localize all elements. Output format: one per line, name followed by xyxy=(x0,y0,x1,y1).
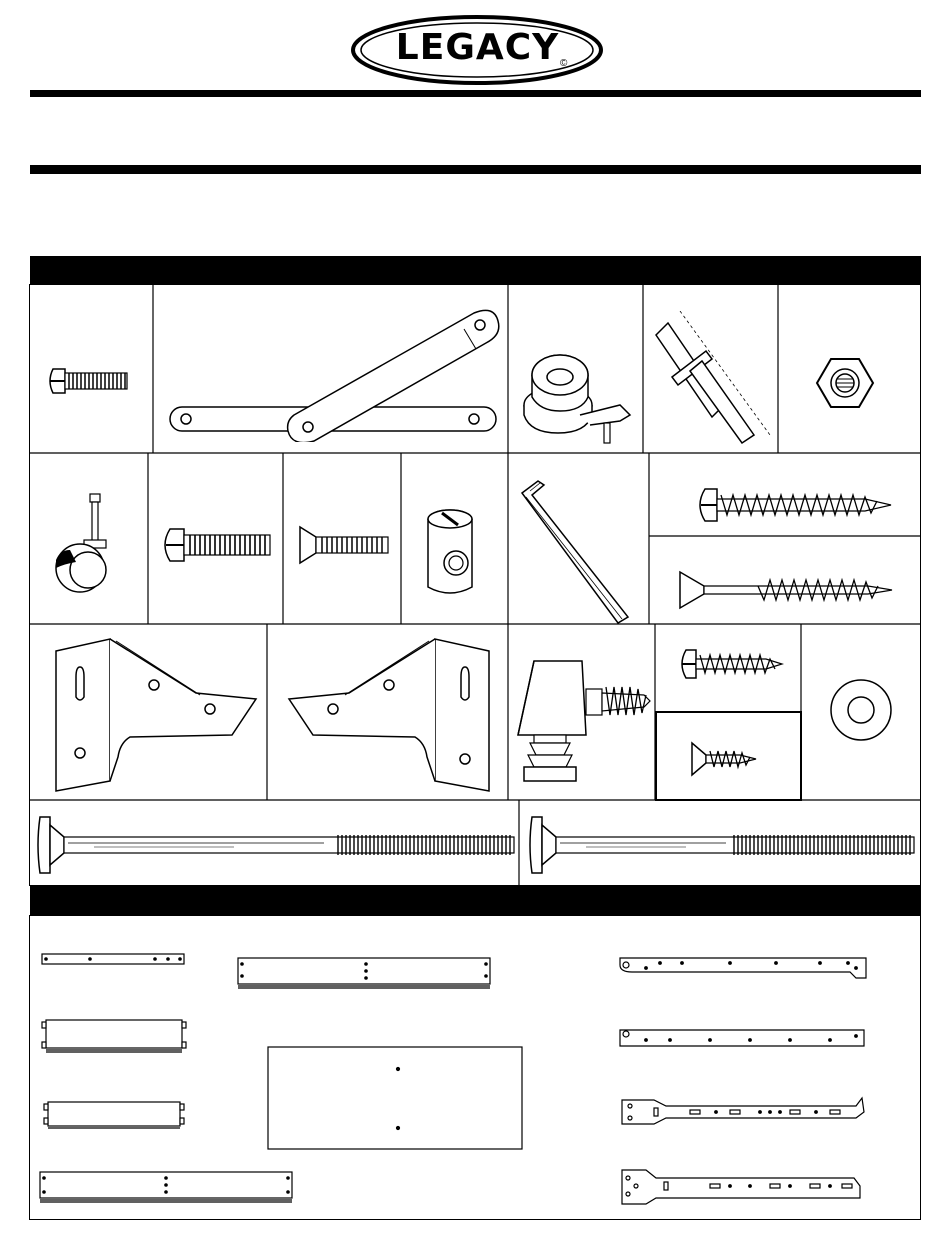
parts-section-header xyxy=(30,886,921,916)
rail-narrow-icon xyxy=(42,954,184,964)
logo-text: LEGACY xyxy=(395,27,560,68)
connector-bolt-long-2-icon xyxy=(526,813,918,877)
copyright-mark: © xyxy=(560,58,568,69)
drawer-slide-2-icon xyxy=(620,1030,864,1046)
wood-screw-flat-head-short-icon xyxy=(690,741,760,777)
parts-drawing xyxy=(30,916,920,1219)
panel-wide-top-icon xyxy=(238,958,490,988)
wood-screw-pan-head-long-icon xyxy=(695,485,895,525)
machine-screw-short-icon xyxy=(45,365,135,397)
flat-washer-icon xyxy=(828,677,894,743)
header-rule-bottom xyxy=(30,165,921,174)
drawer-slide-4-icon xyxy=(622,1170,860,1204)
parts-panel xyxy=(29,915,921,1220)
panel-long-bottom-icon xyxy=(40,1172,292,1202)
hex-lock-nut-icon xyxy=(815,355,875,411)
folding-lid-support-hinge-icon xyxy=(164,307,504,442)
hardware-grid xyxy=(29,284,921,886)
corner-bracket-right-icon xyxy=(285,637,495,792)
panel-short-a-icon xyxy=(42,1020,186,1052)
drawer-slide-1-icon xyxy=(620,958,866,978)
hardware-section-header xyxy=(30,256,921,285)
barrel-nut-icon xyxy=(422,507,482,599)
wooden-dowel-icon xyxy=(650,311,775,451)
wood-screw-flat-head-long-icon xyxy=(678,570,898,610)
machine-screw-medium-icon xyxy=(160,525,275,565)
flat-head-machine-screw-icon xyxy=(298,525,393,565)
drawer-slide-3-icon xyxy=(622,1098,864,1124)
panel-short-b-icon xyxy=(44,1102,184,1128)
allen-wrench-icon xyxy=(518,477,643,625)
panel-large-icon xyxy=(268,1047,522,1149)
corner-bracket-left-icon xyxy=(50,637,260,792)
swivel-caster-icon xyxy=(46,490,116,595)
brand-logo xyxy=(350,14,605,86)
cam-lock-fitting-icon xyxy=(520,345,635,450)
leveler-glide-icon xyxy=(514,655,654,790)
header-rule-top xyxy=(30,90,921,97)
wood-screw-pan-head-short-icon xyxy=(678,647,788,681)
connector-bolt-long-icon xyxy=(34,813,518,877)
